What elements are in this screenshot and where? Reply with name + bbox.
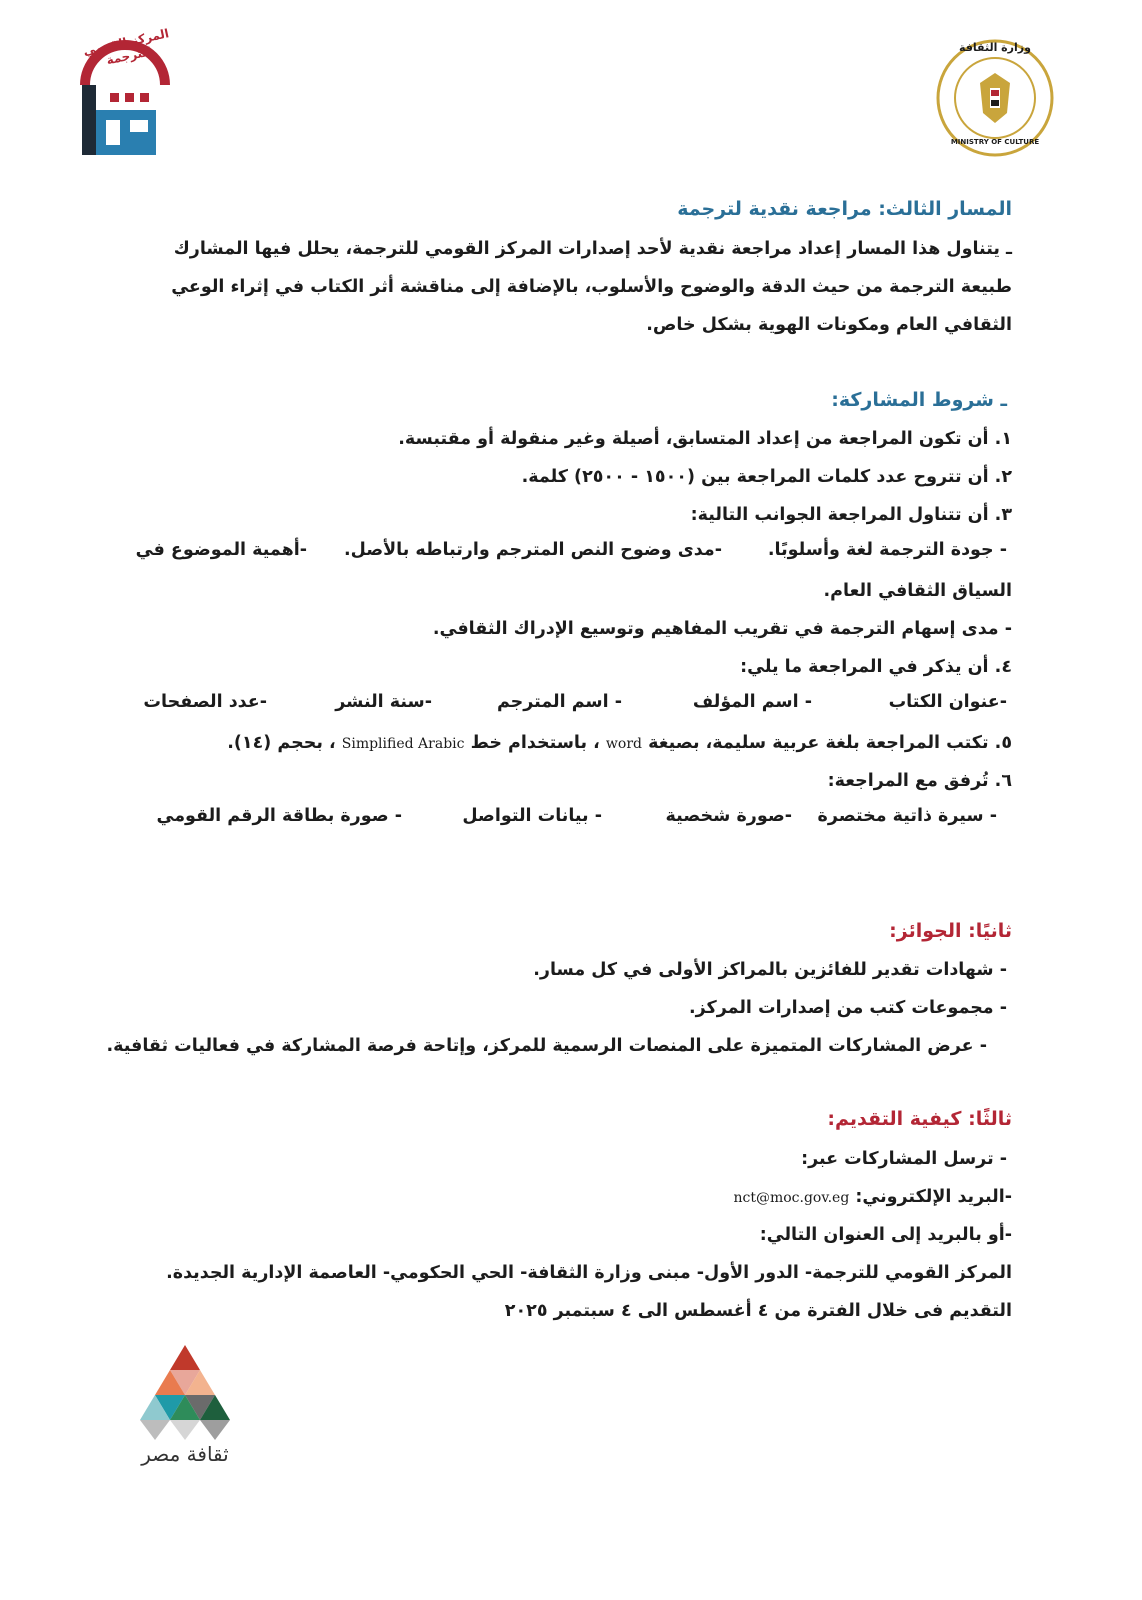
condition-5-part-1: ٥. تكتب المراجعة بلغة عربية سليمة، بصيغة — [648, 733, 1012, 753]
aspect-clarity: -مدى وضوح النص المترجم وارتباطه بالأصل. — [343, 540, 722, 560]
track3-desc-line-3: الثقافي العام ومكونات الهوية بشكل خاص. — [646, 315, 1012, 335]
detail-pub-year: -سنة النشر — [335, 692, 432, 712]
national-translation-center-logo — [70, 25, 180, 160]
track3-title: المسار الثالث: مراجعة نقدية لترجمة — [677, 198, 1012, 220]
email-address[interactable]: nct@moc.gov.eg — [733, 1190, 850, 1206]
attachment-photo: -صورة شخصية — [665, 806, 792, 826]
egypt-culture-logo-text: ثقافة مصر — [141, 1442, 229, 1466]
email-label: -البريد الإلكتروني: — [855, 1187, 1012, 1207]
condition-5-part-2: ، باستخدام خط — [470, 733, 600, 753]
condition-5 — [120, 730, 1012, 757]
ministry-of-culture-seal — [935, 38, 1055, 158]
prize-item-2: - مجموعات كتب من إصدارات المركز. — [689, 998, 1007, 1018]
conditions-title: ـ شروط المشاركة: — [831, 389, 1007, 411]
condition-5-font: Simplified Arabic — [341, 736, 465, 752]
condition-1: ١. أن تكون المراجعة من إعداد المتسابق، أصيلة وغير منقولة أو مقتبسة. — [398, 429, 1012, 449]
condition-2: ٢. أن تتروح عدد كلمات المراجعة بين (١٥٠٠ - ٢٥٠٠) كلمة. — [521, 467, 1012, 487]
aspects-row — [120, 540, 1007, 568]
condition-5-part-3: ، بحجم (١٤). — [227, 733, 336, 753]
details-row — [120, 692, 1007, 720]
aspect-contribution: - مدى إسهام الترجمة في تقريب المفاهيم وتوسيع الإدراك الثقافي. — [432, 619, 1012, 639]
prize-item-3: - عرض المشاركات المتميزة على المنصات الرسمية للمركز، وإتاحة فرصة المشاركة في فعاليات ثقافية. — [106, 1036, 987, 1056]
attachment-cv: - سيرة ذاتية مختصرة — [817, 806, 997, 826]
detail-translator: - اسم المترجم — [496, 692, 622, 712]
apply-address: المركز القومي للترجمة- الدور الأول- مبنى وزارة الثقافة- الحي الحكومي- العاصمة الإدارية الجديدة. — [166, 1263, 1012, 1283]
ntc-logo-arc-text: المركز القومي للترجمة — [81, 26, 171, 68]
detail-pages: -عدد الصفحات — [143, 692, 267, 712]
prizes-title: ثانيًا: الجوائز: — [889, 920, 1012, 942]
apply-email-line — [120, 1184, 1012, 1211]
track3-desc-line-1: ـ يتناول هذا المسار إعداد مراجعة نقدية لأحد إصدارات المركز القومي للترجمة، يحلل فيها المشارك — [173, 239, 1012, 259]
condition-4: ٤. أن يذكر في المراجعة ما يلي: — [740, 657, 1012, 677]
prize-item-1: - شهادات تقدير للفائزين بالمراكز الأولى في كل مسار. — [533, 960, 1007, 980]
apply-period: التقديم فى خلال الفترة من ٤ أغسطس الى ٤ سبتمبر ٢٠٢٥ — [504, 1301, 1012, 1321]
condition-3: ٣. أن تتناول المراجعة الجوانب التالية: — [690, 505, 1012, 525]
attachment-national-id: - صورة بطاقة الرقم القومي — [156, 806, 402, 826]
detail-book-title: -عنوان الكتاب — [888, 692, 1007, 712]
aspect-quality: - جودة الترجمة لغة وأسلوبًا. — [767, 540, 1007, 560]
detail-author: - اسم المؤلف — [692, 692, 812, 712]
aspects-continuation: السياق الثقافي العام. — [823, 581, 1012, 601]
aspect-importance: -أهمية الموضوع في — [135, 540, 307, 560]
attachment-contact: - بيانات التواصل — [462, 806, 602, 826]
apply-title: ثالثًا: كيفية التقديم: — [827, 1108, 1012, 1130]
condition-5-format: word — [605, 736, 642, 752]
ministry-arabic-name: وزارة الثقافة — [959, 41, 1031, 54]
egypt-culture-triangle-icon — [120, 1340, 250, 1440]
ministry-english-name: MINISTRY OF CULTURE — [950, 138, 1040, 146]
condition-6: ٦. تُرفق مع المراجعة: — [827, 771, 1012, 791]
egypt-culture-logo — [120, 1340, 250, 1480]
apply-post-label: -أو بالبريد إلى العنوان التالي: — [759, 1225, 1012, 1245]
apply-send: - ترسل المشاركات عبر: — [801, 1149, 1007, 1169]
track3-desc-line-2: طبيعة الترجمة من حيث الدقة والوضوح والأسلوب، بالإضافة إلى مناقشة أثر الكتاب في إثراء الوعي — [171, 277, 1012, 297]
attachments-row — [120, 806, 1007, 834]
